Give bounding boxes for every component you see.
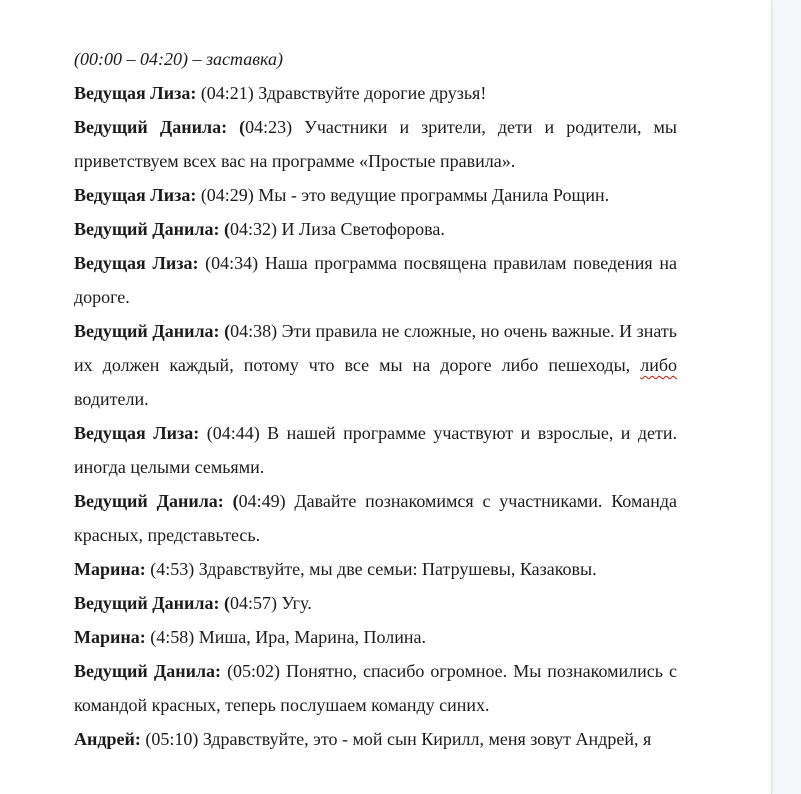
text-segment: (04:21) Здравствуйте дорогие друзья! [196,83,487,103]
speaker-label: Ведущая Лиза: [74,423,200,443]
transcript-paragraph [74,76,677,110]
text-segment: (04:29) Мы - это ведущие программы Данила Рощин. [196,185,610,205]
speaker-label: Ведущая Лиза: [74,253,199,273]
speaker-label: Андрей: [74,729,141,749]
intro-line: (00:00 – 04:20) – заставка) [74,49,283,69]
text-segment: (05:02) Понятно, спасибо огромное. Мы познакомились с командой красных, теперь послушаем команду синих. [74,661,677,715]
transcript-paragraph [74,484,677,552]
speaker-label: Марина: [74,627,146,647]
entry-text [146,559,597,579]
text-segment: (4:53) Здравствуйте, мы две семьи: Патрушевы, Казаковы. [145,559,597,579]
text-segment: 04:38) Эти правила не сложные, но очень важные. И знать их должен каждый, потому что все мы на дороге либо пешеходы, [74,321,678,375]
transcript-paragraph [74,620,677,654]
transcript-paragraph [74,110,677,178]
entry-text [196,185,609,205]
text-segment: (04:44) В нашей программе участвуют и взрослые, и дети. иногда целыми семьями. [74,423,678,477]
speaker-label: Ведущий Данила: ( [74,117,246,137]
text-segment: 04:32) И Лиза Светофорова. [230,219,445,239]
transcript-paragraph [74,178,677,212]
transcript-paragraph [74,654,677,722]
speaker-label: Ведущий Данила: ( [74,321,231,341]
entry-text [141,729,651,749]
transcript-paragraph [74,586,677,620]
entry-text [230,593,312,613]
entry-text [146,627,426,647]
text-segment: 04:49) Давайте познакомимся с участниками. Команда красных, представьтесь. [74,491,678,545]
transcript-entries [74,76,677,756]
transcript-paragraph [74,552,677,586]
speaker-label: Ведущий Данила: ( [74,491,239,511]
text-segment: 04:57) Угу. [230,593,312,613]
speaker-label: Ведущий Данила: ( [74,593,231,613]
entry-text [230,219,445,239]
text-segment: водители. [74,389,149,409]
speaker-label: Ведущий Данила: [74,661,222,681]
entry-text [196,83,486,103]
speaker-label: Марина: [74,559,146,579]
speaker-label: Ведущая Лиза: [74,185,197,205]
spellcheck-flagged-word: либо [640,355,677,375]
text-segment: (4:58) Миша, Ира, Марина, Полина. [145,627,426,647]
transcript-paragraph [74,314,677,416]
transcript-paragraph [74,722,677,756]
text-segment: (04:34) Наша программа посвящена правилам поведения на дороге. [74,253,677,307]
transcript-paragraph [74,416,677,484]
text-segment: 04:23) Участники и зрители, дети и родители, мы приветствуем всех вас на программе «Простые правила». [74,117,677,171]
speaker-label: Ведущий Данила: ( [74,219,231,239]
speaker-label: Ведущая Лиза: [74,83,197,103]
page-gutter [773,0,801,794]
transcript-paragraph [74,246,677,314]
text-segment: (05:10) Здравствуйте, это - мой сын Кирилл, меня зовут Андрей, я [140,729,652,749]
transcript-paragraph [74,212,677,246]
